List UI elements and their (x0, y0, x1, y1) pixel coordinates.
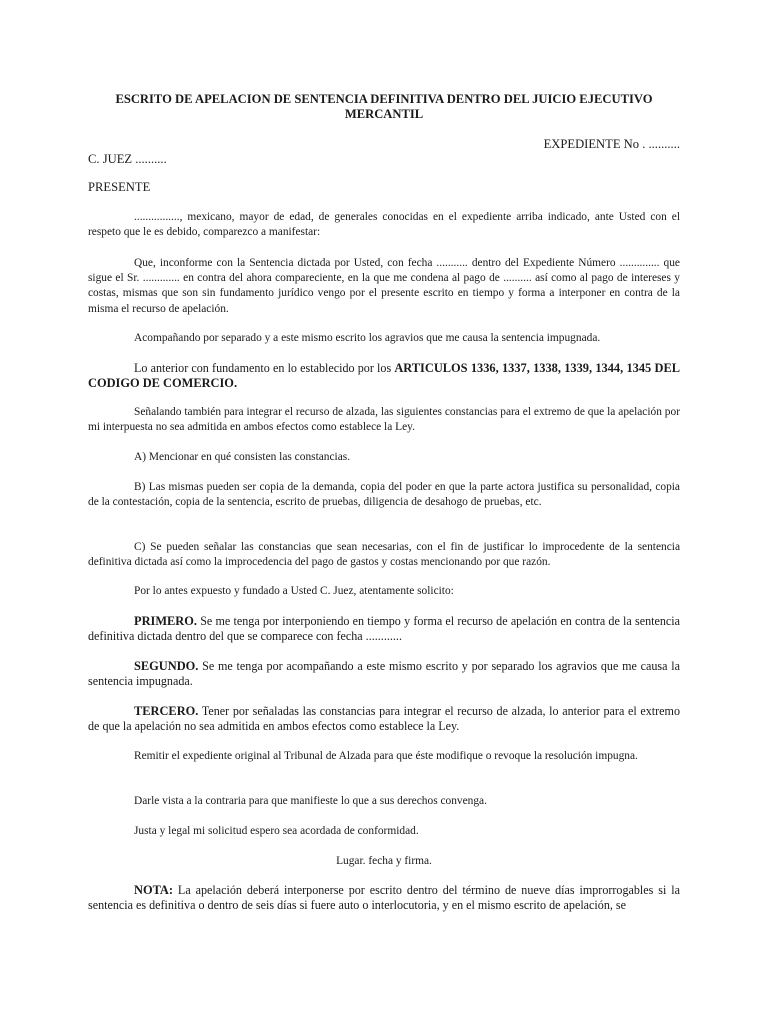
paragraph-segundo (88, 659, 680, 689)
paragraph-inconformidad: Que, inconforme con la Sentencia dictada por Usted, con fecha ........... dentro del Expediente Número .............. que sigue el Sr. ............. en contra del ahora compareciente, en la que me condena al pago de .......... así como al pago de intereses y costas, mismas que son sin fundamento jurídico vengo por el presente escrito en tiempo y forma a interponer en contra de la misma el recurso de apelación. (88, 257, 680, 315)
paragraph-item-c: C) Se pueden señalar las constancias que sean necesarias, con el fin de justificar lo improcedente de la sentencia definitiva dictada así como la improcedencia del pago de gastos y costas mencionando por que razón. (88, 541, 680, 569)
paragraph-solicito: Por lo antes expuesto y fundado a Usted C. Juez, atentamente solicito: (134, 585, 454, 597)
paragraph-justa: Justa y legal mi solicitud espero sea acordada de conformidad. (134, 825, 419, 837)
presente-line: PRESENTE (88, 180, 151, 194)
juez-addressee: C. JUEZ .......... (88, 152, 167, 166)
paragraph-tercero (88, 704, 680, 734)
paragraph-fundamento (88, 361, 680, 391)
paragraph-primero (88, 614, 680, 644)
tercero-label: TERCERO. (134, 704, 199, 718)
primero-label: PRIMERO. (134, 614, 197, 628)
tercero-text: Tener por señaladas las constancias para integrar el recurso de alzada, lo anterior para el extremo de que la apelación no sea admitida en ambos efectos como establece la Ley. (88, 704, 680, 734)
paragraph-item-b: B) Las mismas pueden ser copia de la demanda, copia del poder en que la parte actora justifica su personalidad, copia de la contestación, copia de la sentencia, escrito de pruebas, diligencia de desahogo de pruebas, etc. (88, 481, 680, 509)
paragraph-constancias: Señalando también para integrar el recurso de alzada, las siguientes constancias para el extremo de que la apelación por mi interpuesta no sea admitida en ambos efectos como establece la Ley. (88, 406, 680, 434)
paragraph-vista: Darle vista a la contraria para que manifieste lo que a sus derechos convenga. (134, 795, 487, 807)
paragraph-agravios: Acompañando por separado y a este mismo escrito los agravios que me causa la sentencia impugnada. (134, 332, 601, 344)
primero-text: Se me tenga por interponiendo en tiempo y forma el recurso de apelación en contra de la sentencia definitiva dictada dentro del que se comparece con fecha ............ (88, 614, 680, 644)
fundamento-articulos: ARTICULOS 1336, 1337, 1338, 1339, 1344, 1345 DEL CODIGO DE COMERCIO. (88, 361, 680, 391)
signature-line: Lugar. fecha y firma. (336, 855, 432, 867)
fundamento-text: Lo anterior con fundamento en lo establecido por los (134, 361, 395, 375)
segundo-label: SEGUNDO. (134, 659, 199, 673)
document-title: ESCRITO DE APELACION DE SENTENCIA DEFINITIVA DENTRO DEL JUICIO EJECUTIVO MERCANTIL (115, 92, 653, 121)
paragraph-intro: ................, mexicano, mayor de edad, de generales conocidas en el expediente arriba indicado, ante Usted con el respeto que le es debido, comparezco a manifestar: (88, 211, 680, 239)
expediente-number: EXPEDIENTE No . .......... (543, 137, 680, 151)
paragraph-remitir: Remitir el expediente original al Tribunal de Alzada para que éste modifique o revoque la resolución impugna. (134, 750, 638, 762)
paragraph-item-a: A) Mencionar en qué consisten las constancias. (134, 451, 351, 463)
segundo-text: Se me tenga por acompañando a este mismo escrito y por separado los agravios que me causa la sentencia impugnada. (88, 659, 680, 689)
nota-text: La apelación deberá interponerse por escrito dentro del término de nueve días improrrogables si la sentencia es definitiva o dentro de seis días si fuere auto o interlocutoria, y en el mismo escrito de apelación, se (88, 883, 680, 913)
nota-label: NOTA: (134, 883, 174, 897)
paragraph-nota (88, 883, 680, 913)
